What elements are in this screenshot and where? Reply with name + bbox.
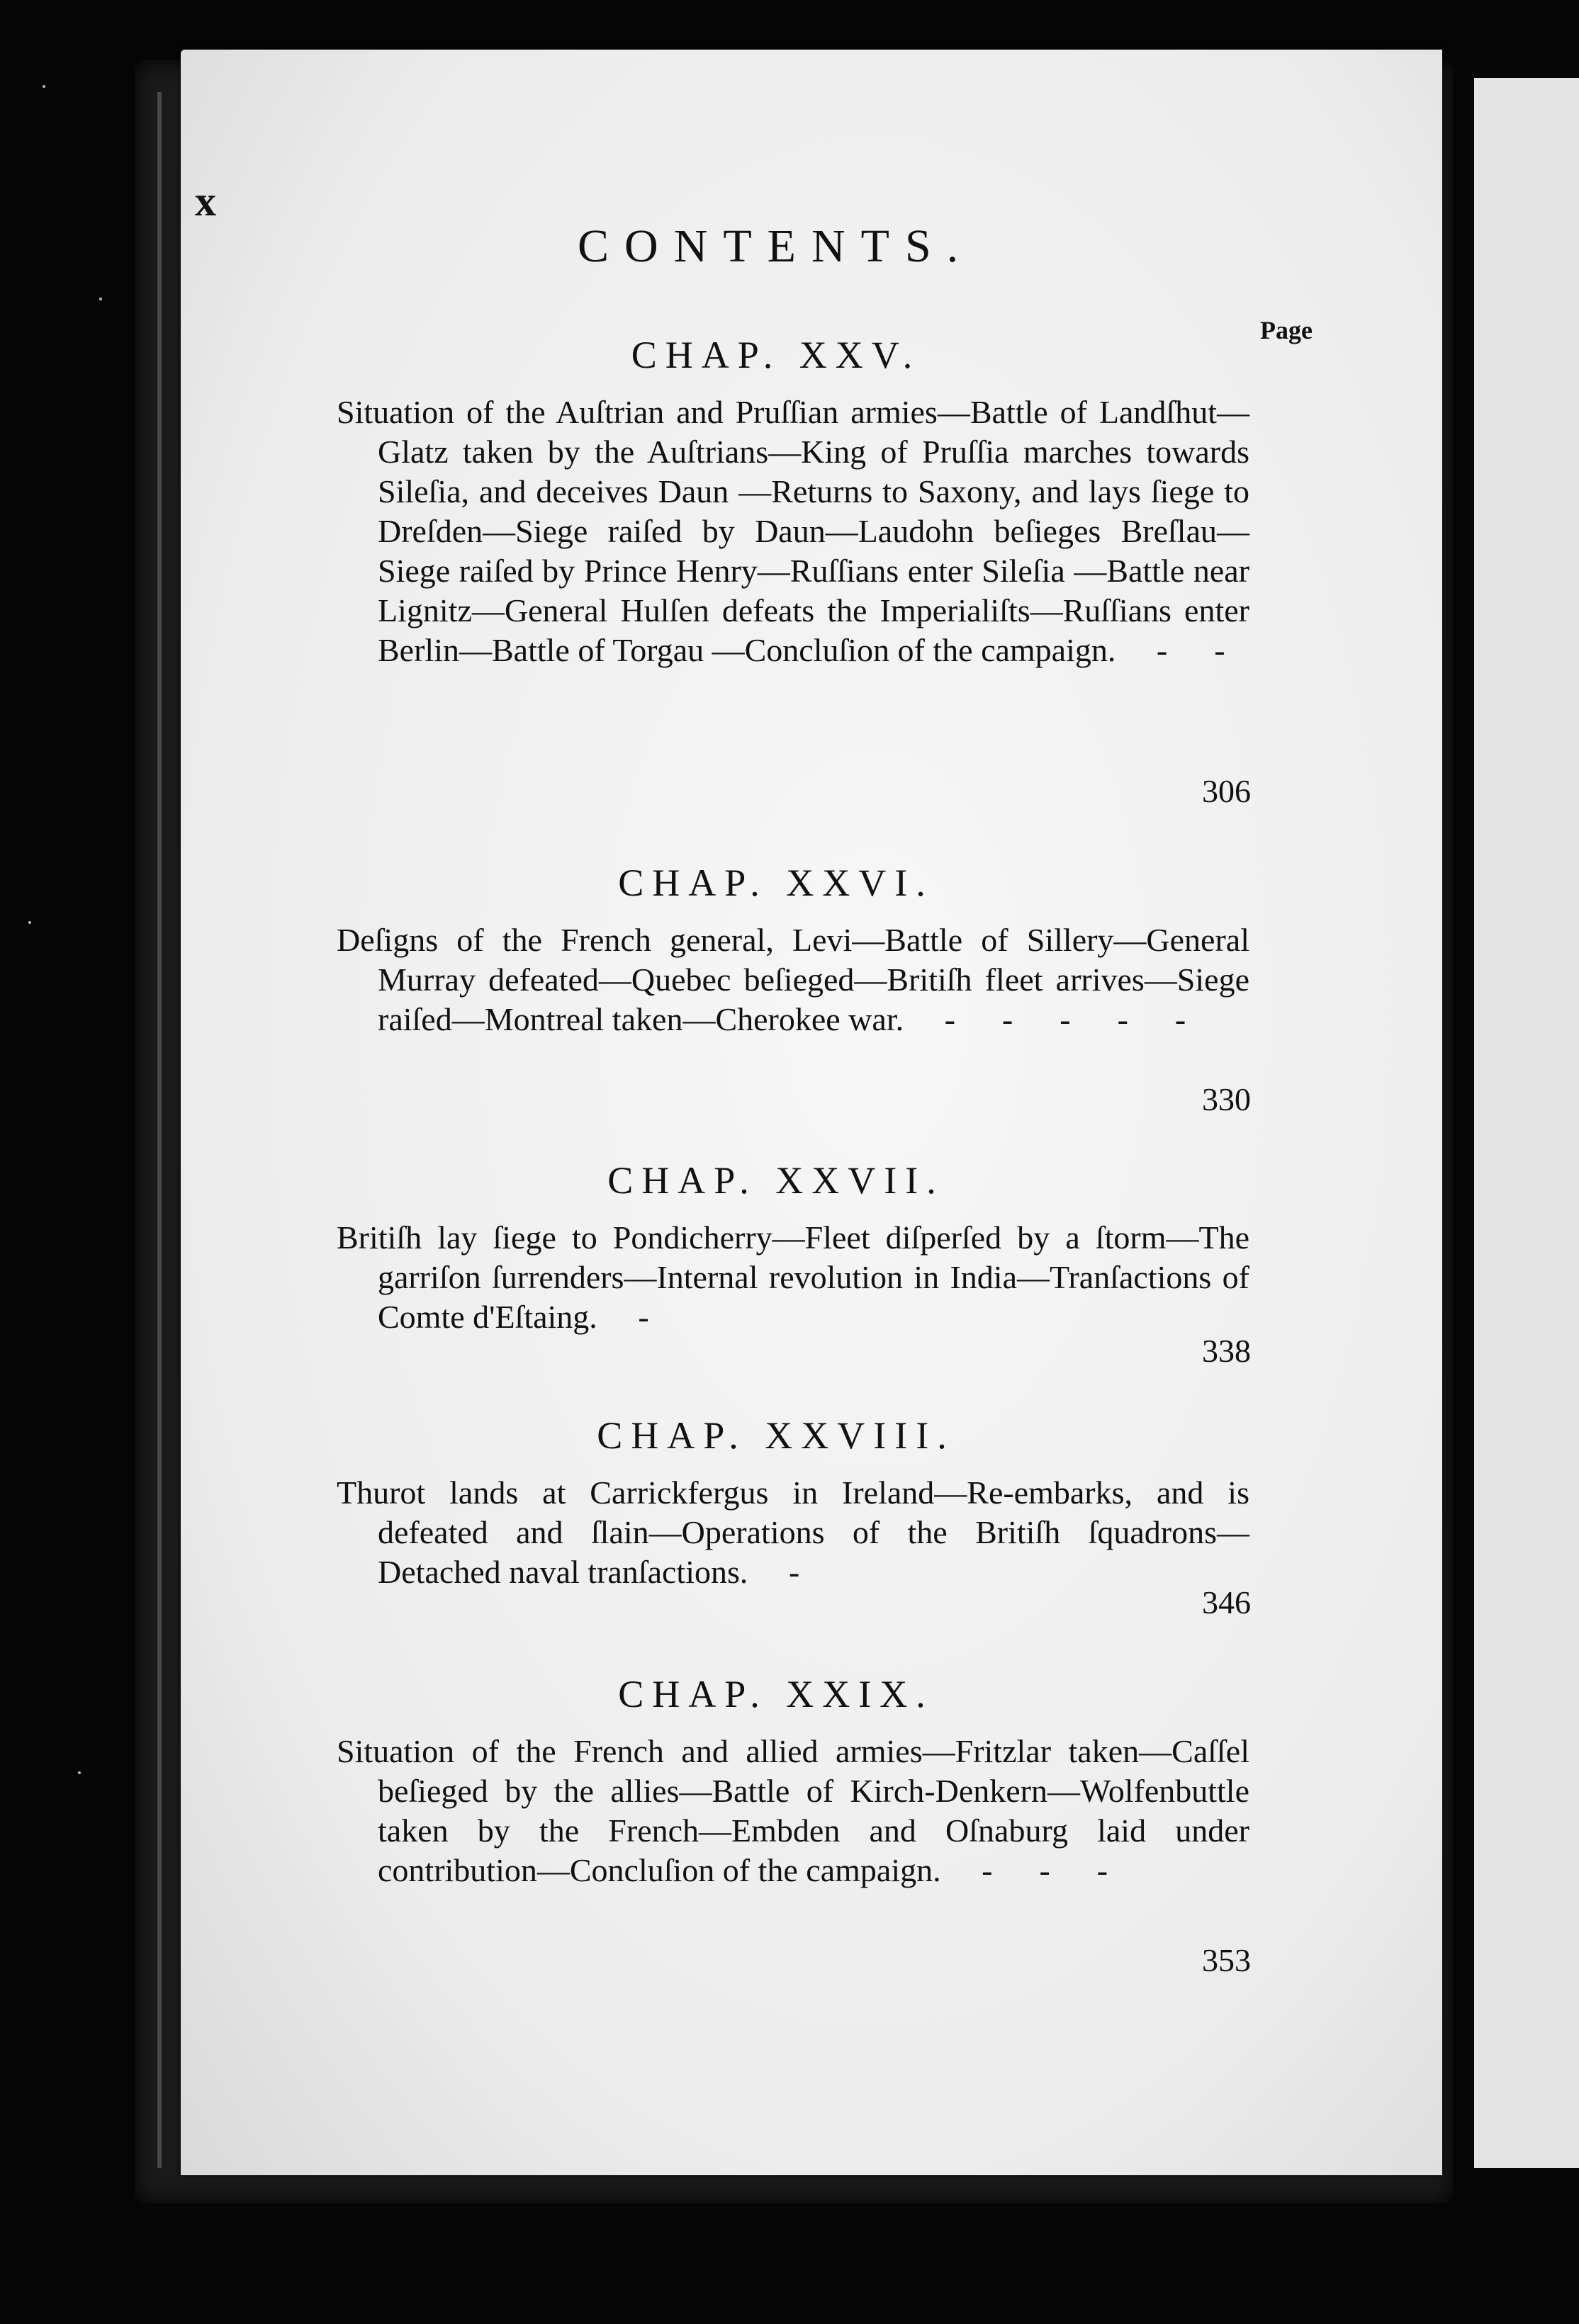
dot-leader: - — [788, 1554, 803, 1590]
page-column-label: Page — [1260, 316, 1313, 344]
dot-leader: - - - — [982, 1852, 1111, 1888]
dot-leader: - - — [1156, 632, 1228, 668]
binding-rule — [157, 92, 162, 2168]
scan-speck — [43, 85, 45, 88]
chapter-title: CHAP. XXVIII. — [597, 1414, 955, 1457]
chapter-entry — [337, 333, 1251, 809]
chapter-title: CHAP. XXIX. — [618, 1673, 934, 1715]
page-reference: 346 — [1202, 1584, 1251, 1620]
scan-speck — [78, 1771, 81, 1774]
chapter-summary-text: Situation of the Auſtrian and Pruſſian armies—Battle of Landſhut—Glatz taken by the Auſtrians—King of Pruſſia marches towards Sileſia, and deceives Daun —Returns to Saxony, and lays ſiege to Dreſden—Siege raiſed by Daun—Laudohn beſieges Breſlau—Siege raiſed by Prince Henry—Ruſſians enter Sileſia —Battle near Lignitz—General Hulſen defeats the Imperialiſts—Ruſſians enter Berlin—Battle of Torgau —Concluſion of the campaign. — [337, 394, 1249, 668]
page-reference: 306 — [1202, 773, 1251, 809]
chapter-summary-text: Deſigns of the French general, Levi—Battle of Sillery—General Murray defeated—Quebec beſieged—Britiſh fleet arrives—Siege raiſed—Montreal taken—Cherokee war. — [337, 922, 1249, 1037]
scan-speck — [99, 298, 102, 300]
chapter-summary — [337, 920, 1249, 1039]
chapter-summary-text: Britiſh lay ſiege to Pondicherry—Fleet diſperſed by a ſtorm—The garriſon ſurrenders—Internal revolution in India—Tranſactions of Comte d'Eſtaing. — [337, 1219, 1249, 1335]
chapter-entry — [337, 1672, 1251, 1978]
chapter-summary — [337, 1732, 1249, 1890]
chapter-summary-text: Situation of the French and allied armies—Fritzlar taken—Caſſel beſieged by the allies—Battle of Kirch-Denkern—Wolfenbuttle taken by the French—Embden and Oſnaburg laid under contribution—Concluſion of the campaign. — [337, 1733, 1249, 1888]
page-reference: 353 — [1202, 1942, 1251, 1978]
chapter-entry — [337, 1158, 1251, 1369]
chapter-summary — [337, 393, 1249, 670]
scan-speck — [28, 921, 31, 924]
chapter-summary — [337, 1218, 1249, 1337]
chapter-title: CHAP. XXV. — [631, 334, 921, 376]
dot-leader: - — [638, 1299, 652, 1335]
dot-leader: - - - - - — [944, 1001, 1189, 1037]
chapter-entry — [337, 861, 1251, 1117]
page-reference: 330 — [1202, 1081, 1251, 1117]
facing-page-edge — [1474, 78, 1579, 2168]
chapter-summary — [337, 1473, 1249, 1592]
chapter-title: CHAP. XXVII. — [607, 1159, 945, 1202]
folio-number: x — [195, 178, 216, 225]
chapter-entry — [337, 1414, 1251, 1620]
running-head: CONTENTS. — [578, 220, 974, 272]
chapter-title: CHAP. XXVI. — [618, 862, 934, 904]
page-reference: 338 — [1202, 1333, 1251, 1369]
chapter-summary-text: Thurot lands at Carrickfergus in Ireland—Re-embarks, and is defeated and ſlain—Operations of the Britiſh ſquadrons—Detached naval tranſactions. — [337, 1474, 1249, 1590]
